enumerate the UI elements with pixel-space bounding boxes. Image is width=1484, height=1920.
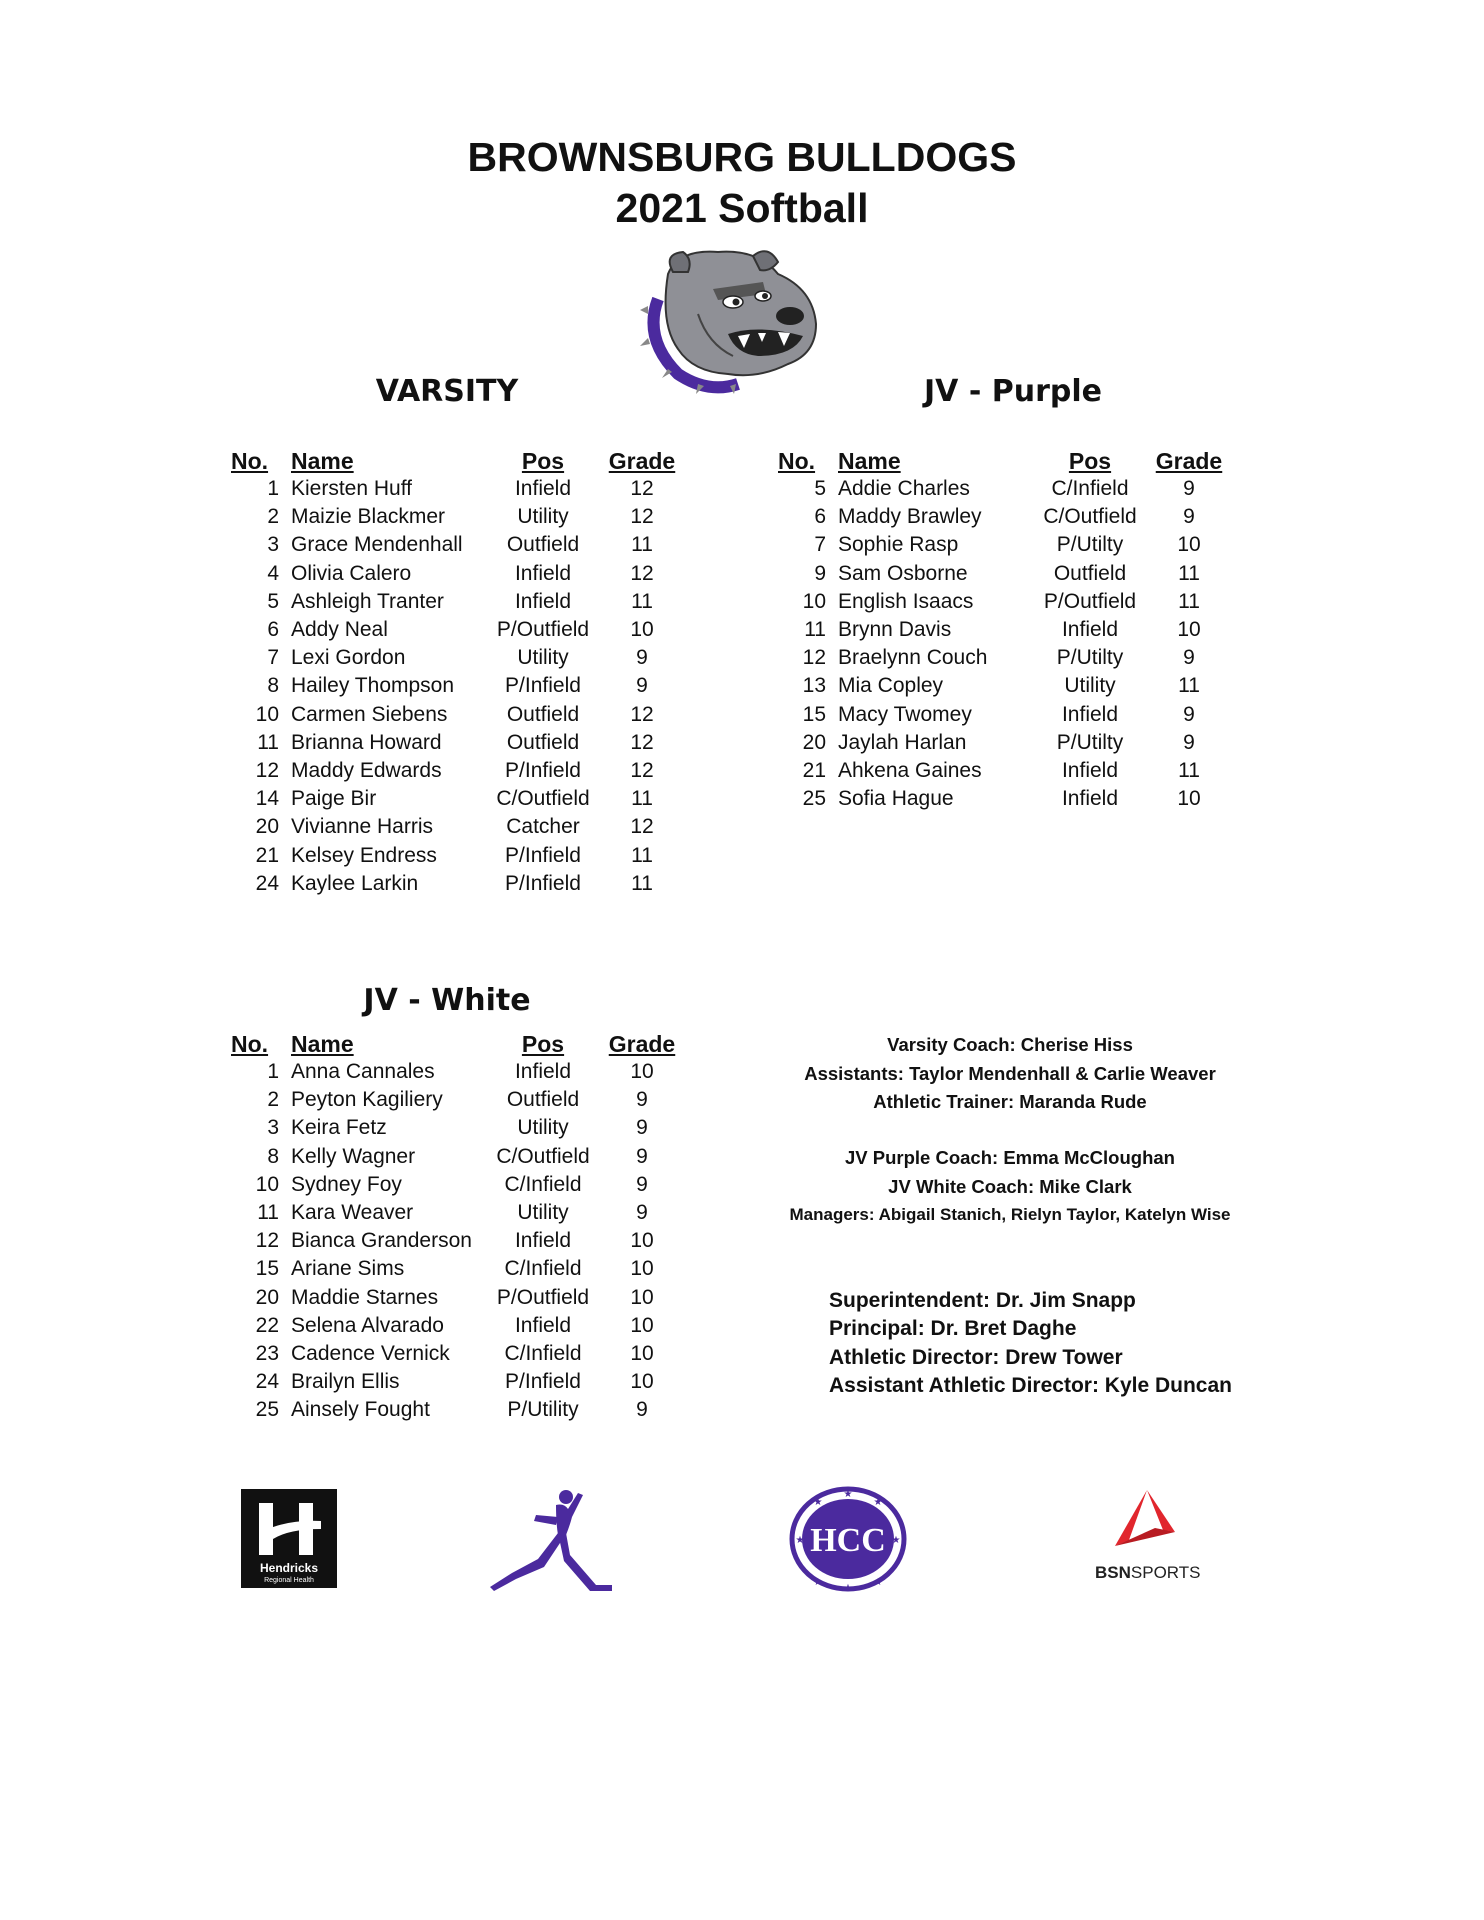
player-name: Cadence Vernick	[291, 1341, 450, 1365]
table-row	[778, 701, 1232, 729]
player-position: C/Infield	[504, 1172, 582, 1196]
player-number: 10	[802, 589, 826, 613]
player-position: Infield	[514, 1229, 572, 1253]
jv-purple-roster-table	[778, 447, 1232, 813]
player-position: P/Outfield	[496, 1285, 590, 1309]
table-row	[231, 1058, 685, 1086]
player-number: 8	[267, 1144, 279, 1168]
player-grade: 12	[630, 477, 654, 501]
player-name: Paige Bir	[291, 787, 377, 811]
player-name: English Isaacs	[838, 589, 974, 613]
player-name: Kiersten Huff	[291, 477, 413, 501]
player-position: Outfield	[506, 533, 580, 557]
hendricks-sub: Regional Health	[264, 1577, 314, 1584]
svg-text:★: ★	[873, 1497, 883, 1508]
player-position: Utility	[1064, 674, 1116, 698]
player-name: Lexi Gordon	[291, 646, 406, 670]
table-row	[778, 672, 1232, 700]
player-name: Jaylah Harlan	[838, 730, 967, 754]
table-row	[231, 1227, 685, 1255]
athletic-trainer: Athletic Trainer: Maranda Rude	[873, 1091, 1147, 1112]
table-row	[231, 503, 685, 531]
player-grade: 9	[636, 674, 648, 698]
column-header-no: No.	[778, 447, 816, 474]
assistant-coaches: Assistants: Taylor Mendenhall & Carlie Weaver	[804, 1062, 1216, 1084]
player-number: 24	[255, 1370, 279, 1394]
page-subtitle: 2021 Softball	[615, 185, 869, 231]
player-number: 22	[255, 1313, 279, 1337]
player-number: 12	[255, 758, 279, 782]
player-grade: 11	[1178, 561, 1200, 585]
table-row	[778, 588, 1232, 616]
column-header-grade: Grade	[608, 447, 676, 474]
player-number: 5	[814, 477, 826, 501]
player-position: Infield	[514, 477, 572, 501]
player-number: 1	[267, 477, 279, 501]
player-name: Selena Alvarado	[291, 1313, 444, 1337]
player-position: Infield	[1061, 787, 1119, 811]
varsity-coach: Varsity Coach: Cherise Hiss	[887, 1034, 1133, 1055]
player-number: 15	[255, 1257, 279, 1281]
jumpman-logo	[486, 1487, 616, 1599]
player-grade: 9	[636, 1201, 648, 1225]
player-position: P/Utilty	[1056, 533, 1124, 557]
player-position: P/Utilty	[1056, 646, 1124, 670]
coaching-staff-block	[760, 1031, 1260, 1117]
player-number: 1	[267, 1060, 279, 1084]
player-position: Utility	[517, 1201, 569, 1225]
player-position: P/Infield	[505, 758, 581, 782]
player-position: C/Outfield	[1043, 505, 1137, 529]
jv-staff-block	[760, 1144, 1260, 1230]
player-grade: 12	[630, 702, 654, 726]
table-row	[778, 785, 1232, 813]
player-name: Brianna Howard	[291, 730, 442, 754]
table-row	[231, 531, 685, 559]
player-grade: 10	[1177, 787, 1201, 811]
player-grade: 9	[1183, 477, 1195, 501]
player-grade: 9	[636, 646, 648, 670]
table-row	[231, 1312, 685, 1340]
player-grade: 11	[1178, 674, 1200, 698]
hendricks-name: Hendricks	[259, 1561, 319, 1575]
player-position: C/Outfield	[496, 1144, 590, 1168]
player-number: 9	[814, 561, 826, 585]
player-name: Sophie Rasp	[838, 533, 959, 557]
player-position: P/Outfield	[496, 618, 590, 642]
table-row	[231, 1284, 685, 1312]
player-number: 12	[255, 1229, 279, 1253]
player-number: 20	[802, 730, 826, 754]
player-name: Mia Copley	[838, 674, 944, 698]
player-position: Infield	[1061, 618, 1119, 642]
player-position: P/Utilty	[1056, 730, 1124, 754]
player-name: Ariane Sims	[291, 1257, 405, 1281]
table-header-row	[778, 447, 1232, 475]
player-name: Bianca Granderson	[291, 1229, 472, 1253]
player-position: Utility	[517, 1116, 569, 1140]
player-number: 6	[267, 618, 279, 642]
player-number: 21	[255, 843, 279, 867]
player-grade: 10	[630, 1060, 654, 1084]
player-name: Maddy Brawley	[838, 505, 982, 529]
player-grade: 9	[636, 1144, 648, 1168]
player-grade: 10	[630, 1229, 654, 1253]
player-number: 7	[814, 533, 826, 557]
athletic-director: Athletic Director: Drew Tower	[829, 1345, 1123, 1369]
player-number: 12	[802, 646, 826, 670]
player-grade: 10	[630, 1285, 654, 1309]
player-name: Brailyn Ellis	[291, 1370, 400, 1394]
table-row	[778, 531, 1232, 559]
player-number: 10	[255, 1172, 279, 1196]
player-number: 3	[267, 533, 279, 557]
player-position: Infield	[514, 589, 572, 613]
managers: Managers: Abigail Stanich, Rielyn Taylor, Katelyn Wise	[789, 1205, 1231, 1224]
player-grade: 12	[630, 758, 654, 782]
column-header-name: Name	[291, 1030, 354, 1057]
table-row	[231, 1171, 685, 1199]
table-row	[231, 729, 685, 757]
player-grade: 10	[630, 618, 654, 642]
table-header-row	[231, 1030, 685, 1058]
table-row	[231, 1255, 685, 1283]
player-grade: 12	[630, 561, 654, 585]
player-number: 23	[255, 1341, 279, 1365]
player-grade: 9	[636, 1088, 648, 1112]
player-position: Utility	[517, 646, 569, 670]
principal: Principal: Dr. Bret Daghe	[829, 1317, 1077, 1341]
jv-purple-coach: JV Purple Coach: Emma McCloughan	[845, 1147, 1175, 1168]
hcc-logo	[788, 1485, 908, 1593]
table-row	[778, 729, 1232, 757]
player-grade: 9	[1183, 505, 1195, 529]
administration-block	[829, 1287, 1232, 1400]
player-number: 13	[802, 674, 826, 698]
table-row	[231, 1368, 685, 1396]
player-name: Peyton Kagiliery	[291, 1088, 443, 1112]
column-header-grade: Grade	[1155, 447, 1223, 474]
player-position: Catcher	[506, 815, 580, 839]
table-row	[231, 1199, 685, 1227]
player-name: Hailey Thompson	[291, 674, 455, 698]
player-number: 2	[267, 1088, 279, 1112]
table-row	[231, 1143, 685, 1171]
column-header-pos: Pos	[1068, 447, 1112, 474]
table-row	[231, 841, 685, 869]
table-row	[778, 475, 1232, 503]
player-grade: 10	[1177, 533, 1201, 557]
player-position: C/Outfield	[496, 787, 590, 811]
player-number: 21	[802, 758, 826, 782]
assistant-athletic-director: Assistant Athletic Director: Kyle Duncan	[829, 1373, 1232, 1397]
table-row	[231, 560, 685, 588]
player-name: Keira Fetz	[291, 1116, 387, 1140]
player-position: Outfield	[1053, 561, 1127, 585]
player-name: Maddy Edwards	[291, 758, 442, 782]
varsity-heading: VARSITY	[375, 374, 519, 409]
player-number: 8	[267, 674, 279, 698]
player-position: Utility	[517, 505, 569, 529]
player-name: Sofia Hague	[838, 787, 954, 811]
player-grade: 9	[636, 1172, 648, 1196]
player-number: 25	[802, 787, 826, 811]
player-number: 11	[257, 1201, 279, 1225]
player-number: 5	[267, 589, 279, 613]
player-position: Infield	[1061, 702, 1119, 726]
player-name: Macy Twomey	[838, 702, 972, 726]
player-name: Kelly Wagner	[291, 1144, 416, 1168]
table-row	[231, 1114, 685, 1142]
hendricks-regional-health-logo	[241, 1489, 337, 1588]
player-grade: 10	[630, 1341, 654, 1365]
player-position: C/Infield	[504, 1257, 582, 1281]
player-number: 11	[257, 730, 279, 754]
player-name: Kelsey Endress	[291, 843, 437, 867]
varsity-roster-table	[231, 447, 685, 898]
player-grade: 9	[1183, 646, 1195, 670]
player-number: 6	[814, 505, 826, 529]
player-name: Addy Neal	[291, 618, 388, 642]
player-grade: 11	[631, 871, 653, 895]
player-name: Vivianne Harris	[291, 815, 434, 839]
player-number: 11	[804, 618, 826, 642]
player-grade: 12	[630, 730, 654, 754]
table-row	[231, 475, 685, 503]
column-header-pos: Pos	[521, 1030, 565, 1057]
player-number: 4	[267, 561, 279, 585]
player-name: Kara Weaver	[291, 1201, 414, 1225]
table-row	[231, 870, 685, 898]
column-header-grade: Grade	[608, 1030, 676, 1057]
jv-white-roster-table	[231, 1030, 685, 1424]
player-name: Ashleigh Tranter	[291, 589, 444, 613]
player-grade: 11	[1178, 758, 1200, 782]
player-position: C/Infield	[504, 1341, 582, 1365]
table-row	[231, 672, 685, 700]
player-position: Outfield	[506, 730, 580, 754]
table-row	[778, 560, 1232, 588]
table-row	[231, 616, 685, 644]
player-position: Infield	[514, 1313, 572, 1337]
player-position: P/Infield	[505, 674, 581, 698]
player-grade: 11	[631, 533, 653, 557]
table-row	[231, 1086, 685, 1114]
player-number: 7	[267, 646, 279, 670]
table-row	[231, 785, 685, 813]
bsn-bold-text: BSN	[1095, 1563, 1131, 1582]
jv-white-heading: JV - White	[363, 983, 531, 1018]
table-row	[231, 757, 685, 785]
player-number: 20	[255, 1285, 279, 1309]
player-position: P/Infield	[505, 843, 581, 867]
player-position: Outfield	[506, 702, 580, 726]
table-row	[231, 644, 685, 672]
column-header-no: No.	[231, 447, 269, 474]
player-grade: 11	[1178, 589, 1200, 613]
player-number: 3	[267, 1116, 279, 1140]
table-row	[231, 1396, 685, 1424]
player-position: P/Outfield	[1043, 589, 1137, 613]
player-grade: 9	[636, 1398, 648, 1422]
player-grade: 10	[630, 1257, 654, 1281]
player-grade: 10	[1177, 618, 1201, 642]
player-grade: 9	[1183, 730, 1195, 754]
player-number: 10	[255, 702, 279, 726]
bsn-sports-text: SPORTS	[1130, 1563, 1201, 1582]
player-name: Ainsely Fought	[291, 1398, 430, 1422]
player-position: Infield	[514, 561, 572, 585]
column-header-name: Name	[838, 447, 901, 474]
player-position: Infield	[514, 1060, 572, 1084]
jv-white-coach: JV White Coach: Mike Clark	[888, 1175, 1132, 1197]
player-name: Anna Cannales	[291, 1060, 435, 1084]
column-header-pos: Pos	[521, 447, 565, 474]
table-row	[778, 616, 1232, 644]
hcc-text: HCC	[810, 1522, 886, 1559]
player-name: Addie Charles	[838, 477, 970, 501]
player-name: Braelynn Couch	[838, 646, 988, 670]
svg-text:★: ★	[813, 1497, 823, 1508]
player-name: Grace Mendenhall	[291, 533, 463, 557]
table-row	[231, 701, 685, 729]
page-title: BROWNSBURG BULLDOGS	[467, 134, 1017, 180]
player-number: 2	[267, 505, 279, 529]
player-number: 20	[255, 815, 279, 839]
player-position: C/Infield	[1051, 477, 1129, 501]
table-row	[231, 588, 685, 616]
player-name: Sam Osborne	[838, 561, 968, 585]
superintendent: Superintendent: Dr. Jim Snapp	[829, 1289, 1136, 1312]
svg-text:★: ★	[843, 1583, 853, 1593]
player-grade: 11	[631, 787, 653, 811]
player-grade: 10	[630, 1313, 654, 1337]
player-name: Sydney Foy	[291, 1172, 402, 1196]
player-number: 14	[255, 787, 279, 811]
svg-text:BSNSPORTS	[1095, 1563, 1201, 1582]
player-name: Brynn Davis	[838, 618, 952, 642]
table-row	[231, 813, 685, 841]
table-row	[778, 757, 1232, 785]
player-position: Infield	[1061, 758, 1119, 782]
player-name: Carmen Siebens	[291, 702, 448, 726]
player-position: Outfield	[506, 1088, 580, 1112]
column-header-name: Name	[291, 447, 354, 474]
table-row	[231, 1340, 685, 1368]
player-name: Maddie Starnes	[291, 1285, 439, 1309]
column-header-no: No.	[231, 1030, 269, 1057]
svg-text:★: ★	[891, 1535, 901, 1546]
svg-text:★: ★	[873, 1577, 883, 1588]
player-grade: 9	[636, 1116, 648, 1140]
player-position: P/Infield	[505, 1370, 581, 1394]
table-row	[778, 644, 1232, 672]
player-grade: 12	[630, 505, 654, 529]
player-grade: 12	[630, 815, 654, 839]
svg-text:★: ★	[795, 1535, 805, 1546]
svg-text:★: ★	[843, 1489, 853, 1500]
player-name: Kaylee Larkin	[291, 871, 419, 895]
table-header-row	[231, 447, 685, 475]
player-number: 15	[802, 702, 826, 726]
player-number: 25	[255, 1398, 279, 1422]
table-row	[778, 503, 1232, 531]
player-grade: 9	[1183, 702, 1195, 726]
player-name: Maizie Blackmer	[291, 505, 446, 529]
player-number: 24	[255, 871, 279, 895]
player-grade: 10	[630, 1370, 654, 1394]
player-name: Olivia Calero	[291, 561, 412, 585]
jv-purple-heading: JV - Purple	[924, 374, 1102, 409]
player-position: P/Utility	[507, 1398, 579, 1422]
player-position: P/Infield	[505, 871, 581, 895]
player-name: Ahkena Gaines	[838, 758, 982, 782]
player-grade: 11	[631, 589, 653, 613]
bsn-sports-logo	[1085, 1488, 1215, 1588]
player-grade: 11	[631, 843, 653, 867]
svg-text:★: ★	[813, 1577, 823, 1588]
bulldog-mascot-logo	[638, 244, 828, 394]
